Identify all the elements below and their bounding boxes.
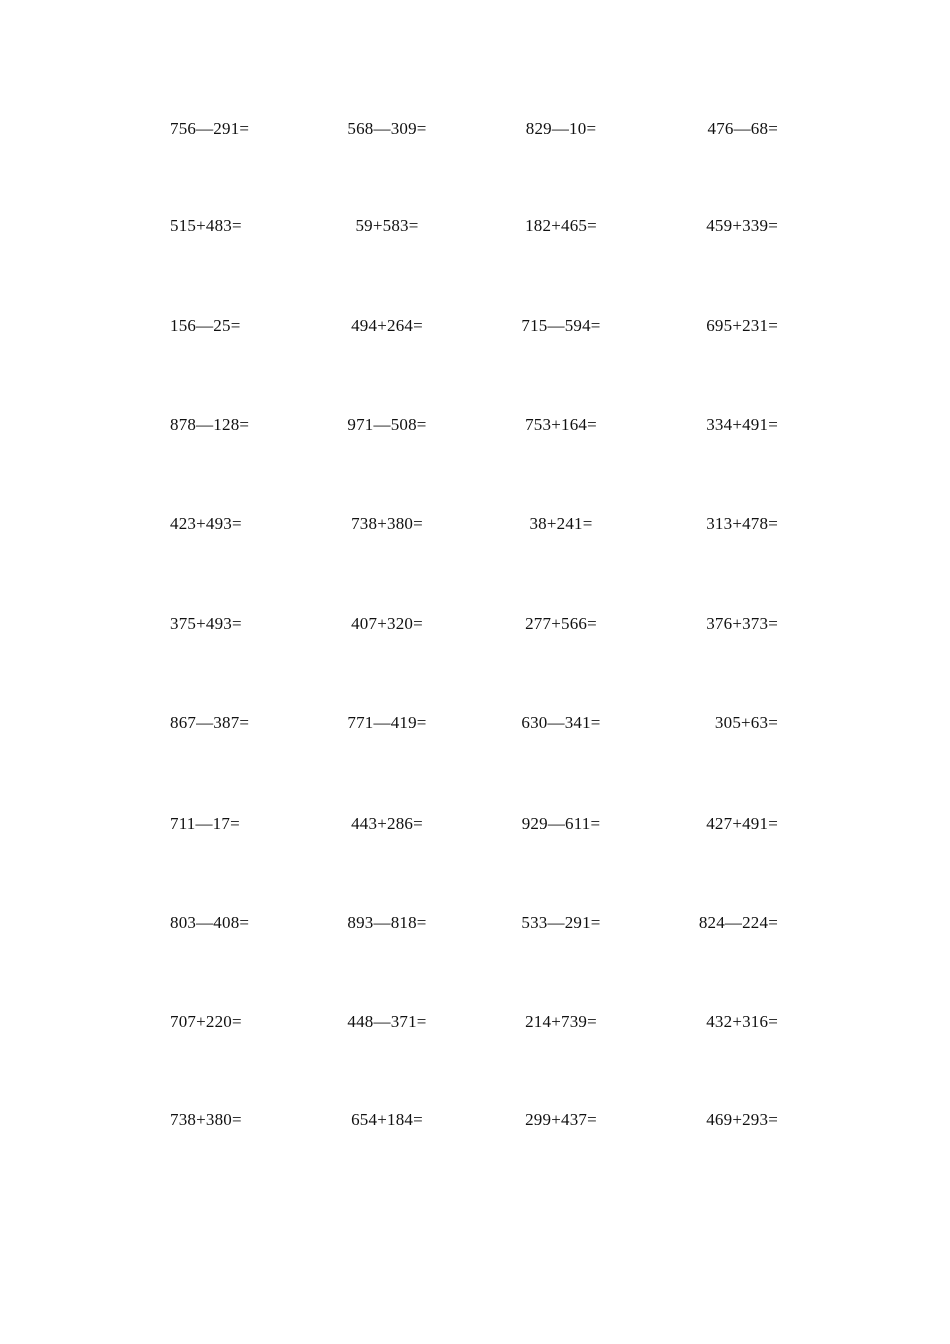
problem-r7-c3: 630—341=: [521, 713, 601, 732]
problem-r7-c1: 867—387=: [170, 713, 250, 732]
problem-r9-c4: 824—224=: [698, 913, 778, 932]
problem-r11-c2: 654+184=: [351, 1110, 423, 1129]
problem-r8-c2: 443+286=: [351, 814, 423, 833]
problem-r6-c2: 407+320=: [351, 614, 423, 633]
problem-r6-c1: 375+493=: [170, 614, 242, 633]
problem-r1-c2: 568—309=: [347, 119, 427, 138]
problem-r9-c3: 533—291=: [521, 913, 601, 932]
problem-r3-c4: 695+231=: [706, 316, 778, 335]
problem-r1-c4: 476—68=: [707, 119, 778, 138]
problem-r1-c1: 756—291=: [170, 119, 250, 138]
problem-r5-c4: 313+478=: [706, 514, 778, 533]
problem-r3-c1: 156—25=: [170, 316, 241, 335]
problem-r5-c3: 38+241=: [529, 514, 593, 533]
problem-r6-c3: 277+566=: [525, 614, 597, 633]
problem-r8-c3: 929—611=: [521, 814, 601, 833]
problem-r2-c2: 59+583=: [355, 216, 419, 235]
problem-r2-c3: 182+465=: [525, 216, 597, 235]
problem-r7-c4: 305+63=: [714, 713, 778, 732]
problem-r9-c2: 893—818=: [347, 913, 427, 932]
problem-r10-c1: 707+220=: [170, 1012, 242, 1031]
problem-r2-c1: 515+483=: [170, 216, 242, 235]
problem-r2-c4: 459+339=: [706, 216, 778, 235]
problem-r8-c4: 427+491=: [706, 814, 778, 833]
problem-r9-c1: 803—408=: [170, 913, 250, 932]
problem-r1-c3: 829—10=: [525, 119, 597, 138]
problem-r11-c4: 469+293=: [706, 1110, 778, 1129]
problem-r10-c2: 448—371=: [347, 1012, 427, 1031]
problem-r8-c1: 711—17=: [170, 814, 240, 833]
problem-r3-c3: 715—594=: [521, 316, 601, 335]
problem-r6-c4: 376+373=: [706, 614, 778, 633]
problem-r7-c2: 771—419=: [347, 713, 427, 732]
problem-r5-c2: 738+380=: [351, 514, 423, 533]
problem-r10-c3: 214+739=: [525, 1012, 597, 1031]
problem-r3-c2: 494+264=: [351, 316, 423, 335]
problem-r4-c1: 878—128=: [170, 415, 250, 434]
problem-r10-c4: 432+316=: [706, 1012, 778, 1031]
problem-r4-c2: 971—508=: [347, 415, 427, 434]
problem-r5-c1: 423+493=: [170, 514, 242, 533]
problem-r11-c1: 738+380=: [170, 1110, 242, 1129]
problem-r11-c3: 299+437=: [525, 1110, 597, 1129]
problem-r4-c4: 334+491=: [706, 415, 778, 434]
problem-r4-c3: 753+164=: [525, 415, 597, 434]
